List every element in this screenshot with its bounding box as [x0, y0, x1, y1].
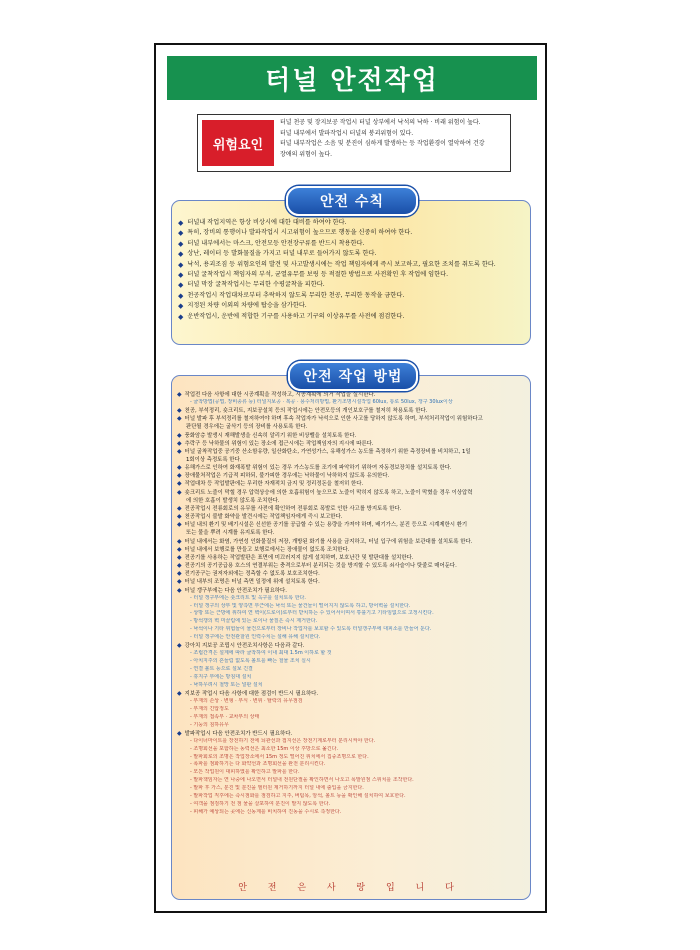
method-item-continued: 또는 물을 뿌려 시계를 유지토록 한다. [186, 530, 275, 537]
method-subitem: - 터널 갱구부에는 숏크리트 및 옥구를 설치토록 한다. [190, 594, 306, 601]
safety-poster [154, 43, 547, 913]
rule-text: 터널내 작업지역은 항상 비상시에 대한 대비를 하여야 한다. [187, 219, 347, 226]
method-item [177, 562, 525, 570]
rule-item [178, 280, 524, 290]
method-item [177, 642, 525, 650]
rule-item [178, 291, 524, 301]
method-text: 지보공 작업시 다음 사항에 대한 점검이 반드시 필요하다. [184, 690, 319, 697]
diamond-bullet-icon: ◆ [177, 537, 182, 545]
method-subitem: - 낙하우려시 철망 또는 널판 설치 [190, 681, 263, 688]
hazard-box [197, 114, 511, 172]
diamond-bullet-icon: ◆ [178, 291, 184, 300]
method-subitem: - 굴착방법(공법, 장비종류 등) 터널지보공 · 복공 · 용수처리방법, 환기조명시설작업 60lux, 통로 50lux, 갱구 30lux이상 [190, 399, 453, 406]
method-item [177, 407, 525, 415]
rules-list [178, 218, 524, 322]
rule-item [178, 228, 524, 238]
diamond-bullet-icon: ◆ [178, 281, 184, 290]
diamond-bullet-icon: ◆ [177, 553, 182, 561]
method-text: 터널 내부의 조명은 터널 측면 일정에 위에 설치토록 한다. [184, 579, 320, 586]
diamond-bullet-icon: ◆ [177, 464, 182, 472]
method-subitem: - 다이너마이트를 장전하기 전에 뇌관선과 접지선은 장전기계로부터 분리시켜야 한다. [190, 737, 376, 744]
method-subitem: - 부재의 접속부 · 교차부의 상태 [190, 713, 260, 720]
method-text: 유해가스로 인하여 화재폭발 위험이 있는 경우 가스농도를 조기에 파악하기 위하여 자동경보장치를 설치토록 한다. [184, 465, 452, 472]
method-subitem: - 발파작업 직후에는 즉시점화를 점검하고 지주, 버팀목, 암석, 볼트 등을 확인해 설치하여 보호한다. [190, 793, 406, 800]
method-subitem: - 휴지구 부에는 방침대 설치 [190, 673, 252, 680]
method-item [177, 690, 525, 698]
method-text: 발파작업시 다음 안전조치가 반드시 필요하다. [184, 730, 293, 737]
method-subitem: - 터널 갱구에는 안전관찰원 인력수치는 설해 유해 설치한다. [190, 634, 321, 641]
method-text: 전공작업시 전류회로의 유무를 사전에 확인하여 전류회로 폭발로 인한 사고를 방지토록 한다. [184, 505, 402, 512]
method-text: 터널 굴착작업중 공기중 산소함유량, 일산화탄소, 가연성가스, 유해성가스 농도를 측정하기 위한 측정장비를 비치하고, 1일 [184, 448, 471, 455]
method-item [177, 505, 525, 513]
method-text: 전기공구는 권저자외에는 정측할 수 없도록 보호조치한다. [184, 571, 320, 578]
method-subitem: - 기둥의 침하유무 [190, 721, 229, 728]
rule-text: 터널 굴착작업시 책임자의 부석, 균열유무를 보링 등 적절한 방법으로 사전확인 후 작업에 임한다. [187, 271, 449, 279]
method-item [177, 391, 525, 399]
method-subitem: - 폭파를 점화하기는 다 화약선과 조명회선을 완전 분리시킨다. [190, 761, 326, 768]
method-text: 천공작업시 불발 화약을 발견시에는 작업책임자에게 즉시 보고한다. [184, 514, 343, 521]
rule-text: 터널 내부에서는 마스크, 안전모등 안전장구류를 반드시 착용한다. [187, 239, 365, 247]
diamond-bullet-icon: ◆ [178, 260, 184, 269]
method-text: 전공기를 사용하는 작업발판은 표면에 미끄러지지 않게 설치하며, 보호난간 및 발판대를 설치한다. [184, 554, 414, 561]
method-item [177, 554, 525, 562]
hazard-label: 위험요인 [202, 120, 274, 166]
rule-item [178, 249, 524, 259]
rule-text: 운반작업시, 운반에 적합한 기구를 사용하고 기구의 이상유무를 사전에 점검한다. [187, 312, 405, 320]
diamond-bullet-icon: ◆ [177, 562, 182, 570]
rule-item [178, 270, 524, 280]
method-item [177, 587, 525, 595]
method-subitem: - 연결 볼트 등으로 설보 긴결 [190, 666, 253, 673]
method-text: 터널 내에서는 화염, 가연성 인화물질의 저장, 개방된 화기를 사용을 금지하고, 터널 입구에 위험을 보관대를 설치토록 한다. [184, 538, 473, 545]
method-item [177, 521, 525, 529]
method-text: 강아치 지보공 조립시 안전조치사항은 다음과 같다. [184, 643, 305, 650]
method-subitem: - 조명회선을 포함하는 동력선은 최소한 15m 이상 후방으로 옮긴다. [190, 745, 339, 752]
method-text: 터널 내의 환기 및 배기시설은 신선한 공기를 공급할 수 있는 용량을 가져야 하며, 배기가스, 분진 등으로 시계제한시 환기 [184, 522, 468, 529]
method-item [177, 432, 525, 440]
safety-rules-panel [171, 200, 531, 345]
method-subitem: - 피해가 예상되는 곳에는 신동계를 비치하여 진동을 수시로 측정한다. [190, 808, 342, 815]
rule-text: 터널 막장 굴착작업시는 무리한 수평굴착을 피한다. [187, 281, 325, 289]
method-item [177, 448, 525, 456]
method-text: 전공기의 공기공급용 호스의 연결부위는 충격으로부터 분리되는 것을 방지할 수 있도록 쇠사슬이나 탓줄로 매어둔다. [184, 563, 457, 570]
footer-slogan: 안 전 은 사 랑 입 니 다 [238, 883, 463, 893]
method-subitem: - 상방 또는 근방에 위하여 연 벽이(드로이)로부터 받치하는 수 있어서이며서 튜블기고 기타임없으로 고정시킨다. [190, 610, 434, 617]
method-subitem: - 발파 후 가스, 분진 및 분진을 필터원 제거하기까지 터널 내에 출입을 금지한다. [190, 785, 364, 792]
method-item [177, 578, 525, 586]
method-subitem: - 부재의 긴압정도 [190, 705, 229, 712]
diamond-bullet-icon: ◆ [177, 391, 182, 398]
method-text: 장애물처작업은 기급적 피하되, 불가피한 경우에는 낙하물이 낙하하지 않도록 유의한다. [184, 473, 390, 480]
diamond-bullet-icon: ◆ [177, 472, 182, 480]
method-subitem: - 아치지주의 흔들림 없도록 볼트를 빠는 철물 조치 실시 [190, 658, 311, 665]
diamond-bullet-icon: ◆ [177, 570, 182, 578]
method-item [177, 513, 525, 521]
method-list [177, 391, 525, 817]
work-method-heading: 안전 작업 방법 [288, 361, 418, 391]
rule-item [178, 260, 524, 270]
method-subitem: - 발파회로의 조명은 작업장소에서 15m 정도 떨어진 위치에서 집중조명으로 한다. [190, 753, 369, 760]
method-text: 터널 갱구부에는 다음 안전조치가 필요하다. [184, 587, 287, 594]
diamond-bullet-icon: ◆ [177, 513, 182, 521]
method-subitem: - 낙석이나 기타 위험들이 물건으로부터 장비나 작업자를 보호할 수 있도록 터널갱구부에 대피소를 만들어 둔다. [190, 626, 432, 633]
diamond-bullet-icon: ◆ [177, 480, 182, 488]
method-item-continued: 판단될 경우에는 굴삭기 등의 장비를 사용토록 한다. [186, 424, 308, 431]
method-text: 터널 내에서 보행로를 만들고 보행로에서는 장애물이 없도록 조치한다. [184, 546, 350, 553]
diamond-bullet-icon: ◆ [177, 689, 182, 697]
diamond-bullet-icon: ◆ [177, 521, 182, 529]
method-subitem: - 모든 작업원이 대피하였를 확인하고 발파를 한다. [190, 769, 300, 776]
method-item [177, 480, 525, 488]
method-text: 풍화암층 발생시 재해발생을 신속히 알리기 위한 비상벨을 설치토록 한다. [184, 432, 357, 439]
page-title: 터널 안전작업 [167, 56, 537, 100]
method-text: 작업대차 등 작업발판에는 무리한 자재적치 금지 및 정리정돈을 철저히 한다. [184, 481, 364, 488]
diamond-bullet-icon: ◆ [177, 439, 182, 447]
diamond-bullet-icon: ◆ [177, 488, 182, 496]
method-subitem: - 부재의 손상 · 변형 · 부식 · 변위 · 탈락의 유무점검 [190, 697, 303, 704]
rule-item [178, 301, 524, 311]
method-item [177, 570, 525, 578]
method-item [177, 489, 525, 497]
method-text: 숏크리트 노즐이 막힐 경우 압력상승에 의한 호흡위험이 높으므로 노즐이 막히지 않도록 하고, 노즐이 막혔을 경우 이상압력 [184, 489, 473, 496]
diamond-bullet-icon: ◆ [178, 312, 184, 321]
method-text: 작업전 다음 사항에 대한 시공계획을 작성하고, 시공계획에 의거 작업을 실시한다. [184, 392, 376, 398]
diamond-bullet-icon: ◆ [177, 447, 182, 455]
hazard-item: 장애의 위험이 높다. [280, 150, 333, 158]
method-subitem: - 조립간격은 설계에 따라 굴착하여 이내 최대 1.5m 이하로 할 것 [190, 650, 332, 657]
method-text: 추락구 등 낙하물의 위험이 있는 장소에 접근시에는 작업책임자의 지시에 따른다. [184, 440, 374, 447]
diamond-bullet-icon: ◆ [178, 219, 184, 227]
method-item [177, 730, 525, 738]
method-subitem: - 여객을 점검하기 전 점 물을 살포하여 분진이 발지 않도록 한다. [190, 800, 331, 807]
rule-text: 낙석, 용괴조짐 등 위험요인의 발견 및 사고발생시에는 작업 책임자에게 즉시 보고하고, 필요한 조치를 취도록 한다. [187, 260, 496, 268]
rule-text: 특히, 장비의 통행이나 발파작업시 시고위험이 높으므로 행동을 신중히 하여야 한다. [187, 229, 413, 237]
method-item-continued: 1회이상 측정토록 한다. [186, 457, 242, 463]
hazard-item: 터널 천공 및 장지보공 작업시 터널 상부에서 낙석의 낙하 · 비래 위험이 높다. [280, 119, 481, 126]
diamond-bullet-icon: ◆ [177, 578, 182, 586]
rule-item [178, 218, 524, 228]
method-item [177, 415, 525, 423]
diamond-bullet-icon: ◆ [177, 729, 182, 737]
diamond-bullet-icon: ◆ [177, 415, 182, 423]
method-item [177, 546, 525, 554]
diamond-bullet-icon: ◆ [178, 271, 184, 280]
diamond-bullet-icon: ◆ [177, 545, 182, 553]
diamond-bullet-icon: ◆ [178, 229, 184, 238]
rule-text: 지정된 차량 이외의 차량에 탑승을 삼가한다. [187, 302, 307, 310]
diamond-bullet-icon: ◆ [177, 586, 182, 594]
diamond-bullet-icon: ◆ [177, 504, 182, 512]
method-item [177, 472, 525, 480]
hazard-item: 터널 내부작업은 소음 및 분진이 심하게 발생하는 등 작업환경이 열악하여 건강 [280, 140, 485, 147]
diamond-bullet-icon: ◆ [178, 239, 184, 248]
diamond-bullet-icon: ◆ [178, 250, 184, 259]
hazard-item: 터널 내부에서 발파작업시 터널의 붕괴위험이 있다. [280, 129, 414, 137]
diamond-bullet-icon: ◆ [177, 407, 182, 415]
method-text: 천공, 부석정리, 숏크리트, 지보공설치 등의 작업시에는 안전모등의 개인보호구를 철저히 착용토록 한다. [184, 408, 428, 415]
method-text: 터널 발파 후 부석정리를 철저하여야 하며 후속 작업자가 낙석으로 인한 사고를 당하지 않도록 하며, 부석처리작업이 위험하다고 [184, 416, 483, 423]
hazard-list [274, 115, 510, 171]
safety-rules-heading: 안전 수칙 [286, 186, 418, 216]
diamond-bullet-icon: ◆ [178, 302, 184, 311]
method-item [177, 464, 525, 472]
method-item [177, 440, 525, 448]
diamond-bullet-icon: ◆ [177, 642, 182, 650]
method-subitem: - 방석갱의 벽 미끌림에 있는 로이나 물질은 즉시 제거한다. [190, 618, 318, 625]
work-method-panel [171, 375, 531, 900]
diamond-bullet-icon: ◆ [177, 431, 182, 439]
rule-text: 천공작업시 작업대차로부터 추락하지 않도록 무리한 천공, 무리한 동작을 금한다. [187, 291, 405, 299]
rule-item [178, 312, 524, 322]
method-item [177, 538, 525, 546]
method-subitem: - 발파책임자는 연 나중에 나오면서 터널내 전원단절을 확인하면서 나오고 폭발원점 스위치를 조작한다. [190, 777, 414, 784]
method-subitem: - 터널 갱구의 상부 및 양측면 부근에는 낙석 또는 물건들이 떨어지지 않도록 하고, 방어벽을 설치한다. [190, 602, 411, 609]
rule-text: 상난, 레이터 등 발화물질을 가지고 터널 내부로 들어가지 않도록 한다. [187, 250, 377, 258]
rule-item [178, 239, 524, 249]
method-item-continued: 에 의한 호흡이 발생치 않도록 조치한다. [186, 497, 280, 504]
